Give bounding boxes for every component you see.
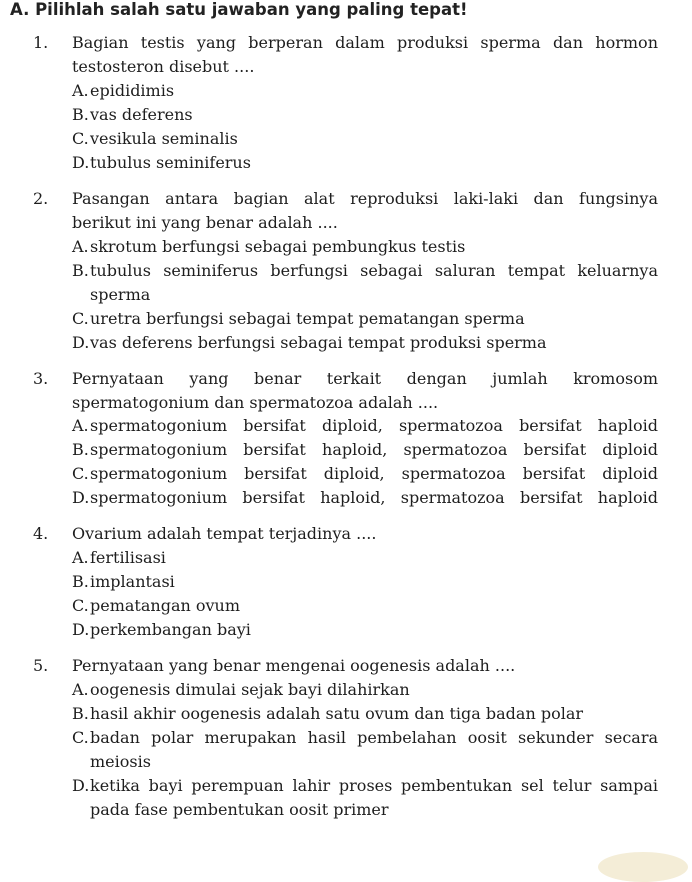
option-text: vas deferens xyxy=(90,105,193,124)
option-letter: D. xyxy=(72,620,90,639)
option-text: spermatogonium bersifat haploid, spermatozoa bersifat diploid xyxy=(90,440,658,459)
option-text: vesikula seminalis xyxy=(90,129,238,148)
option-text: oogenesis dimulai sejak bayi dilahirkan xyxy=(90,680,410,699)
option-text: skrotum berfungsi sebagai pembungkus testis xyxy=(90,237,466,256)
option-letter: A. xyxy=(72,680,89,699)
question-2-number: 2. xyxy=(33,189,49,208)
option-text: ketika bayi perempuan lahir proses pembentukan sel telur sampai pada fase pembentukan oosit primer xyxy=(90,776,658,819)
question-3-option-b[interactable] xyxy=(72,438,658,462)
option-text: pematangan ovum xyxy=(90,596,241,615)
question-3-option-a[interactable] xyxy=(72,414,658,438)
option-text: perkembangan bayi xyxy=(90,620,251,639)
option-letter: C. xyxy=(72,596,89,615)
option-letter: B. xyxy=(72,440,89,459)
question-2-stem-line-2: berikut ini yang benar adalah .... xyxy=(72,213,338,232)
option-letter: D. xyxy=(72,488,90,507)
option-text: vas deferens berfungsi sebagai tempat produksi sperma xyxy=(90,333,547,352)
option-letter: B. xyxy=(72,572,89,591)
question-1-option-b[interactable] xyxy=(72,103,658,127)
question-5-option-a[interactable] xyxy=(72,678,658,702)
question-3-option-d[interactable] xyxy=(72,486,658,510)
option-letter: B. xyxy=(72,105,89,124)
option-letter: C. xyxy=(72,728,89,747)
option-letter: A. xyxy=(72,237,89,256)
option-text: uretra berfungsi sebagai tempat pematangan sperma xyxy=(90,309,525,328)
question-2-stem-line-1: Pasangan antara bagian alat reproduksi laki-laki dan fungsinya xyxy=(72,189,658,208)
option-letter: C. xyxy=(72,309,89,328)
option-letter: D. xyxy=(72,333,90,352)
question-4-option-d[interactable] xyxy=(72,618,658,642)
question-1-stem-line-2: testosteron disebut .... xyxy=(72,57,255,76)
question-3-stem-line-2: spermatogonium dan spermatozoa adalah .... xyxy=(72,393,439,412)
page-corner-decoration xyxy=(598,852,688,882)
option-text: tubulus seminiferus berfungsi sebagai saluran tempat keluarnya sperma xyxy=(90,261,658,304)
question-2-option-c[interactable] xyxy=(72,307,658,331)
question-1-option-c[interactable] xyxy=(72,127,658,151)
option-letter: C. xyxy=(72,129,89,148)
option-text: spermatogonium bersifat haploid, spermatozoa bersifat haploid xyxy=(90,488,658,507)
option-letter: D. xyxy=(72,153,90,172)
option-letter: A. xyxy=(72,416,89,435)
question-4-option-a[interactable] xyxy=(72,546,658,570)
question-3-number: 3. xyxy=(33,369,49,388)
question-2-option-d[interactable] xyxy=(72,331,658,355)
option-text: badan polar merupakan hasil pembelahan oosit sekunder secara meiosis xyxy=(90,728,658,771)
question-2-option-a[interactable] xyxy=(72,235,658,259)
question-3-stem-line-1: Pernyataan yang benar terkait dengan jumlah kromosom xyxy=(72,369,658,388)
question-3-option-c[interactable] xyxy=(72,462,658,486)
question-5-stem-line-1: Pernyataan yang benar mengenai oogenesis adalah .... xyxy=(72,656,516,675)
question-5-option-c[interactable] xyxy=(72,726,658,774)
option-letter: B. xyxy=(72,704,89,723)
option-text: spermatogonium bersifat diploid, spermatozoa bersifat diploid xyxy=(90,464,658,483)
option-letter: C. xyxy=(72,464,89,483)
question-4-number: 4. xyxy=(33,524,49,543)
option-text: epididimis xyxy=(90,81,175,100)
section-title: A. Pilihlah salah satu jawaban yang paling tepat! xyxy=(10,0,468,19)
option-text: implantasi xyxy=(90,572,175,591)
question-1-option-d[interactable] xyxy=(72,151,658,175)
option-text: fertilisasi xyxy=(90,548,166,567)
option-text: spermatogonium bersifat diploid, spermatozoa bersifat haploid xyxy=(90,416,658,435)
question-1-number: 1. xyxy=(33,33,49,52)
option-letter: B. xyxy=(72,261,89,280)
option-text: tubulus seminiferus xyxy=(90,153,251,172)
question-4-stem-line-1: Ovarium adalah tempat terjadinya .... xyxy=(72,524,377,543)
question-5-number: 5. xyxy=(33,656,49,675)
option-letter: A. xyxy=(72,81,89,100)
option-text: hasil akhir oogenesis adalah satu ovum dan tiga badan polar xyxy=(90,704,584,723)
question-1-option-a[interactable] xyxy=(72,79,658,103)
question-1-stem-line-1: Bagian testis yang berperan dalam produksi sperma dan hormon xyxy=(72,33,658,52)
question-4-option-c[interactable] xyxy=(72,594,658,618)
option-letter: A. xyxy=(72,548,89,567)
question-4-option-b[interactable] xyxy=(72,570,658,594)
question-5-option-d[interactable] xyxy=(72,774,658,822)
question-2-option-b[interactable] xyxy=(72,259,658,307)
option-letter: D. xyxy=(72,776,90,795)
question-5-option-b[interactable] xyxy=(72,702,658,726)
